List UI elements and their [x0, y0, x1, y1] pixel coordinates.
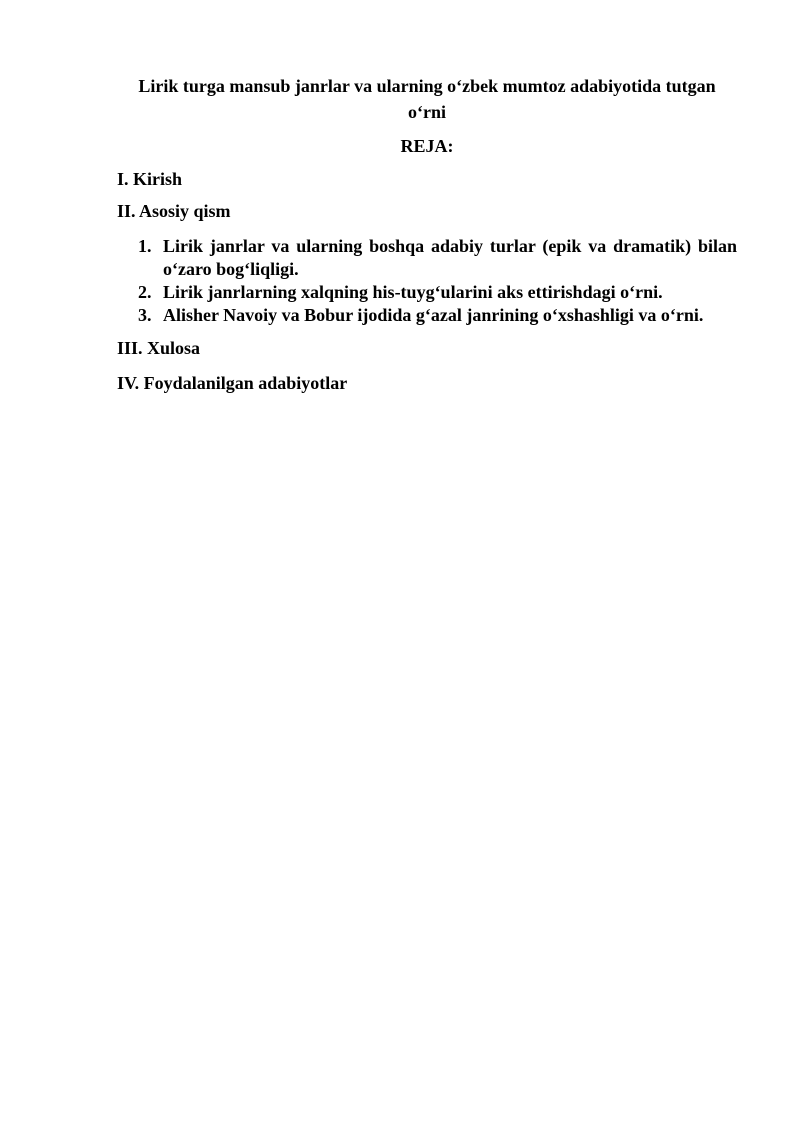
plan-item-text-line-2: oʻzaro bogʻliqligi. [163, 259, 299, 279]
plan-heading: REJA: [400, 136, 454, 156]
section-heading-intro: I. Kirish [117, 169, 183, 189]
plan-list-item [117, 281, 737, 304]
plan-item-text [163, 281, 737, 304]
plan-item-text-line-1: Alisher Navoiy va Bobur ijodida gʻazal janrining oʻxshashligi va oʻrni. [163, 305, 704, 325]
section-heading-main: II. Asosiy qism [117, 201, 231, 221]
document-title [117, 73, 737, 125]
plan-item-number: 3. [138, 305, 152, 325]
plan-list [117, 235, 737, 327]
document-title-line-2: oʻrni [408, 102, 446, 122]
plan-item-text-line-1: Lirik janrlarning xalqning his-tuygʻularini aks ettirishdagi oʻrni. [163, 282, 663, 302]
plan-list-item [117, 304, 737, 327]
plan-list-item [117, 235, 737, 281]
plan-item-number: 2. [138, 282, 152, 302]
plan-item-text-line-1: Lirik janrlar va ularning boshqa adabiy turlar (epik va dramatik) bilan [163, 236, 737, 256]
plan-item-text [163, 235, 737, 281]
plan-item-text [163, 304, 737, 327]
plan-item-number: 1. [138, 236, 152, 256]
section-heading-references: IV. Foydalanilgan adabiyotlar [117, 373, 348, 393]
section-heading-conclusion: III. Xulosa [117, 338, 201, 358]
document-title-line-1: Lirik turga mansub janrlar va ularning oʻzbek mumtoz adabiyotida tutgan [138, 76, 716, 96]
